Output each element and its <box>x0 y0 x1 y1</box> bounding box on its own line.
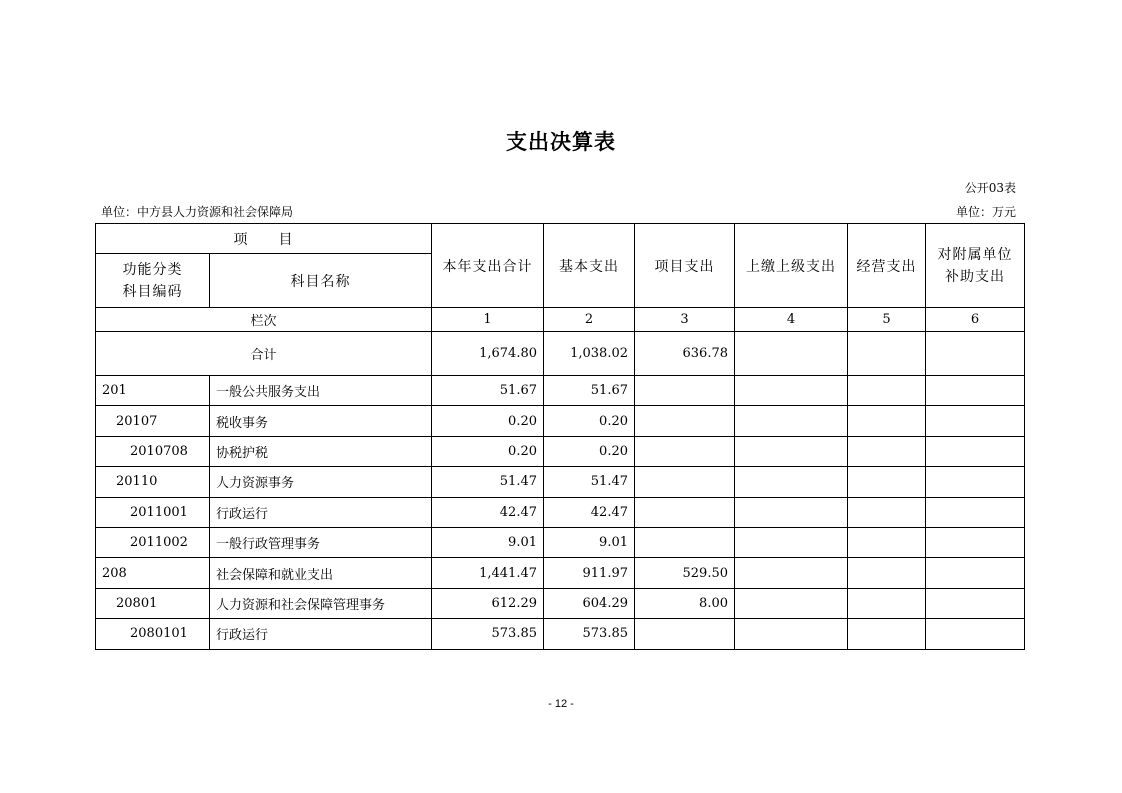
row-code: 20801 <box>96 588 210 618</box>
row-cell-total: 51.47 <box>432 467 544 497</box>
table-row <box>96 436 1025 466</box>
table-row <box>96 406 1025 436</box>
total-cell-total: 1,674.80 <box>432 332 544 376</box>
row-cell-business <box>848 527 926 557</box>
row-cell-upper <box>735 558 848 588</box>
row-cell-business <box>848 619 926 649</box>
row-cell-subsidy <box>926 527 1025 557</box>
row-subject-name: 行政运行 <box>210 497 432 527</box>
row-cell-business <box>848 406 926 436</box>
row-code: 20110 <box>96 467 210 497</box>
header-project: 项目支出 <box>635 224 735 308</box>
header-basic: 基本支出 <box>544 224 635 308</box>
header-business: 经营支出 <box>848 224 926 308</box>
row-cell-total: 612.29 <box>432 588 544 618</box>
row-cell-project <box>635 527 735 557</box>
total-cell-basic: 1,038.02 <box>544 332 635 376</box>
row-cell-upper <box>735 497 848 527</box>
row-cell-basic: 51.47 <box>544 467 635 497</box>
table-row <box>96 558 1025 588</box>
total-cell-upper <box>735 332 848 376</box>
row-cell-basic: 573.85 <box>544 619 635 649</box>
header-item: 项 目 <box>96 224 432 254</box>
row-cell-project: 8.00 <box>635 588 735 618</box>
expenditure-table <box>95 223 1025 650</box>
row-subject-name: 人力资源和社会保障管理事务 <box>210 588 432 618</box>
row-cell-basic: 9.01 <box>544 527 635 557</box>
table-row <box>96 619 1025 649</box>
table-row <box>96 376 1025 406</box>
column-number-4: 4 <box>735 308 848 332</box>
table-row <box>96 588 1025 618</box>
column-number-5: 5 <box>848 308 926 332</box>
row-code: 208 <box>96 558 210 588</box>
row-cell-upper <box>735 467 848 497</box>
row-cell-subsidy <box>926 436 1025 466</box>
row-cell-subsidy <box>926 376 1025 406</box>
row-cell-business <box>848 467 926 497</box>
row-cell-total: 51.67 <box>432 376 544 406</box>
page-number: - 12 - <box>548 698 574 710</box>
table-row <box>96 527 1025 557</box>
row-cell-business <box>848 497 926 527</box>
row-cell-total: 9.01 <box>432 527 544 557</box>
row-cell-upper <box>735 527 848 557</box>
row-cell-subsidy <box>926 406 1025 436</box>
row-cell-total: 573.85 <box>432 619 544 649</box>
total-label: 合计 <box>96 332 432 376</box>
header-subsidy: 对附属单位补助支出 <box>926 224 1025 308</box>
total-cell-subsidy <box>926 332 1025 376</box>
table-row <box>96 497 1025 527</box>
row-subject-name: 一般公共服务支出 <box>210 376 432 406</box>
row-code: 2010708 <box>96 436 210 466</box>
column-number-3: 3 <box>635 308 735 332</box>
row-cell-business <box>848 376 926 406</box>
row-cell-total: 1,441.47 <box>432 558 544 588</box>
column-number-label: 栏次 <box>96 308 432 332</box>
reporting-unit: 单位：中方县人力资源和社会保障局 <box>101 205 294 219</box>
row-cell-business <box>848 588 926 618</box>
page-title: 支出决算表 <box>506 130 616 154</box>
total-cell-business <box>848 332 926 376</box>
row-cell-project: 529.50 <box>635 558 735 588</box>
row-cell-subsidy <box>926 467 1025 497</box>
row-subject-name: 协税护税 <box>210 436 432 466</box>
row-code: 20107 <box>96 406 210 436</box>
row-cell-basic: 911.97 <box>544 558 635 588</box>
row-cell-project <box>635 619 735 649</box>
row-cell-basic: 51.67 <box>544 376 635 406</box>
header-total: 本年支出合计 <box>432 224 544 308</box>
row-subject-name: 人力资源事务 <box>210 467 432 497</box>
row-cell-subsidy <box>926 558 1025 588</box>
row-subject-name: 税收事务 <box>210 406 432 436</box>
row-cell-upper <box>735 436 848 466</box>
header-subject-name: 科目名称 <box>210 254 432 308</box>
row-subject-name: 一般行政管理事务 <box>210 527 432 557</box>
row-cell-subsidy <box>926 497 1025 527</box>
form-number: 公开03表 <box>964 181 1016 195</box>
row-cell-upper <box>735 588 848 618</box>
row-code: 2080101 <box>96 619 210 649</box>
row-cell-project <box>635 467 735 497</box>
header-upper: 上缴上级支出 <box>735 224 848 308</box>
total-cell-project: 636.78 <box>635 332 735 376</box>
row-cell-business <box>848 558 926 588</box>
row-code: 2011001 <box>96 497 210 527</box>
row-cell-basic: 0.20 <box>544 436 635 466</box>
row-cell-subsidy <box>926 619 1025 649</box>
header-func-code: 功能分类科目编码 <box>96 254 210 308</box>
row-cell-total: 42.47 <box>432 497 544 527</box>
row-subject-name: 社会保障和就业支出 <box>210 558 432 588</box>
header-row-1 <box>96 224 1025 254</box>
row-cell-project <box>635 376 735 406</box>
row-cell-project <box>635 497 735 527</box>
row-code: 2011002 <box>96 527 210 557</box>
row-cell-basic: 42.47 <box>544 497 635 527</box>
row-code: 201 <box>96 376 210 406</box>
column-number-1: 1 <box>432 308 544 332</box>
row-cell-project <box>635 436 735 466</box>
table-row <box>96 467 1025 497</box>
column-number-6: 6 <box>926 308 1025 332</box>
row-cell-basic: 604.29 <box>544 588 635 618</box>
total-row <box>96 332 1025 376</box>
column-number-row <box>96 308 1025 332</box>
row-cell-subsidy <box>926 588 1025 618</box>
row-cell-business <box>848 436 926 466</box>
row-subject-name: 行政运行 <box>210 619 432 649</box>
row-cell-total: 0.20 <box>432 406 544 436</box>
column-number-2: 2 <box>544 308 635 332</box>
row-cell-project <box>635 406 735 436</box>
row-cell-upper <box>735 619 848 649</box>
currency-unit: 单位：万元 <box>955 205 1016 219</box>
row-cell-upper <box>735 406 848 436</box>
row-cell-basic: 0.20 <box>544 406 635 436</box>
row-cell-upper <box>735 376 848 406</box>
row-cell-total: 0.20 <box>432 436 544 466</box>
